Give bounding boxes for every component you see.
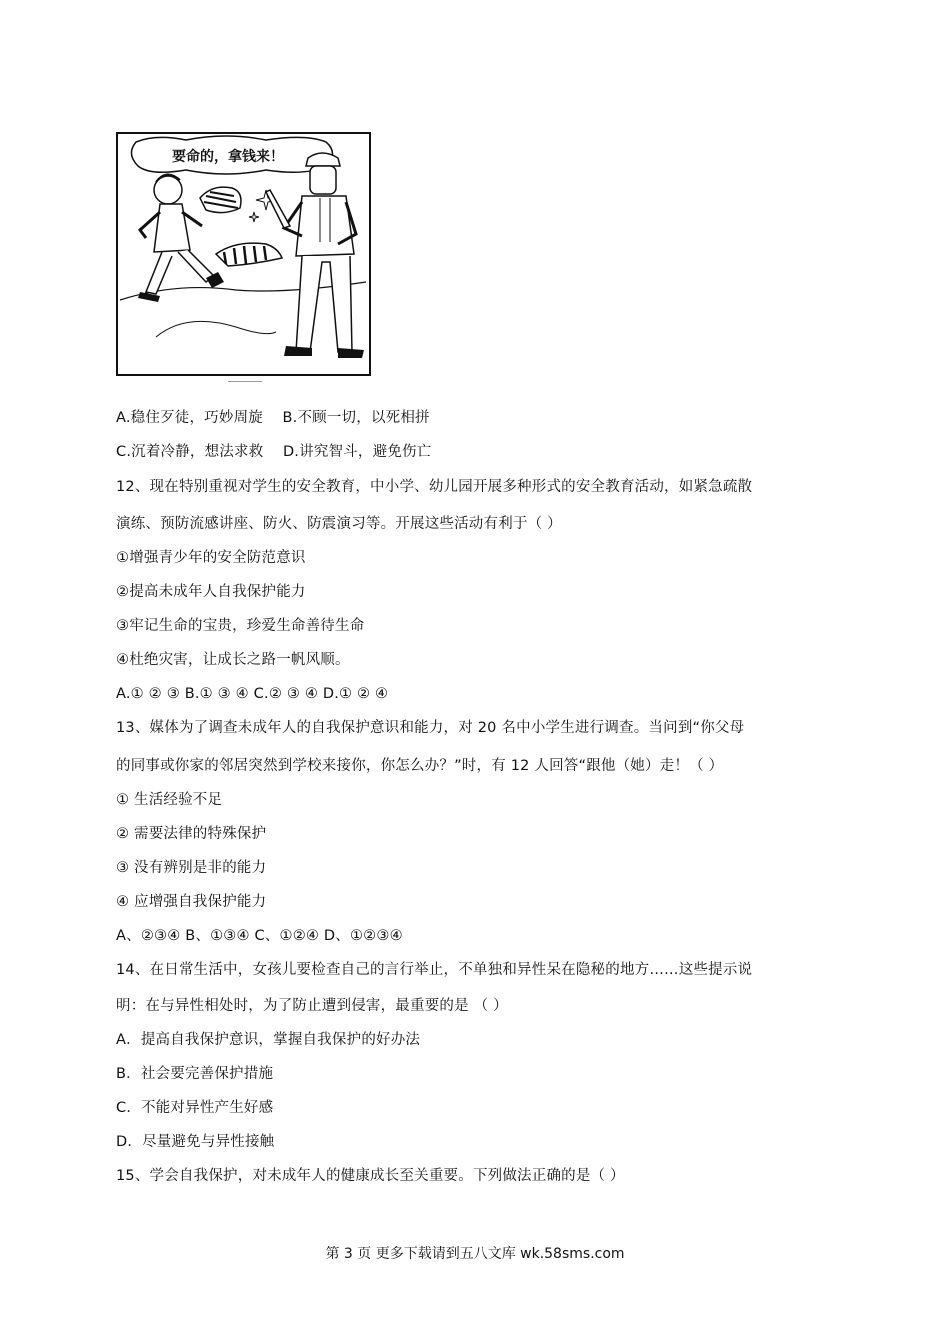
q11-options-line1: A.稳住歹徒，巧妙周旋 B.不顾一切，以死相拼 xyxy=(116,410,430,426)
q12-item-4: ④杜绝灾害，让成长之路一帆风顺。 xyxy=(116,652,350,668)
q14-stem-line1: 14、在日常生活中，女孩儿要检查自己的言行举止，不单独和异性呆在隐秘的地方……这些提示说 xyxy=(116,962,753,978)
q13-item-1: ① 生活经验不足 xyxy=(116,792,223,808)
q11-options-line2: C.沉着冷静，想法求救 D.讲究智斗，避免伤亡 xyxy=(116,444,432,460)
q12-item-2: ②提高未成年人自我保护能力 xyxy=(116,584,306,600)
q12-stem-line2: 演练、预防流感讲座、防火、防震演习等。开展这些活动有利于（ ） xyxy=(116,516,562,532)
q14-option-a: A．提高自我保护意识，掌握自我保护的好办法 xyxy=(116,1032,421,1048)
q13-item-2: ② 需要法律的特殊保护 xyxy=(116,826,267,842)
q14-stem-line2: 明：在与异性相处时，为了防止遭到侵害，最重要的是 （ ） xyxy=(116,998,508,1014)
q13-options: A、②③④ B、①③④ C、①②④ D、①②③④ xyxy=(116,928,403,944)
q15-stem-line1: 15、学会自我保护，对未成年人的健康成长至关重要。下列做法正确的是（ ） xyxy=(116,1168,625,1184)
figure-underline xyxy=(228,381,262,382)
q14-option-c: C．不能对异性产生好感 xyxy=(116,1100,274,1116)
q14-option-d: D．尽量避免与异性接触 xyxy=(116,1134,275,1150)
page-footer: 第 3 页 更多下载请到五八文库 wk.58sms.com xyxy=(325,1246,625,1262)
q12-item-1: ①增强青少年的安全防范意识 xyxy=(116,550,306,566)
q13-stem-line1: 13、媒体为了调查未成年人的自我保护意识和能力，对 20 名中小学生进行调查。当问到“你父母 xyxy=(116,720,745,736)
q13-item-3: ③ 没有辨别是非的能力 xyxy=(116,860,267,876)
cartoon-illustration xyxy=(116,132,372,378)
q12-stem-line1: 12、现在特别重视对学生的安全教育，中小学、幼儿园开展多种形式的安全教育活动，如紧急疏散 xyxy=(116,479,753,495)
q12-options: A.① ② ③ B.① ③ ④ C.② ③ ④ D.① ② ④ xyxy=(116,686,389,702)
q13-stem-line2: 的同事或你家的邻居突然到学校来接你，你怎么办？”时，有 12 人回答“跟他（她）走！（ ） xyxy=(116,758,724,774)
q12-item-3: ③牢记生命的宝贵，珍爱生命善待生命 xyxy=(116,618,365,634)
q13-item-4: ④ 应增强自我保护能力 xyxy=(116,894,267,910)
speech-text: 要命的，拿钱来！ xyxy=(172,149,284,165)
q14-option-b: B．社会要完善保护措施 xyxy=(116,1066,274,1082)
